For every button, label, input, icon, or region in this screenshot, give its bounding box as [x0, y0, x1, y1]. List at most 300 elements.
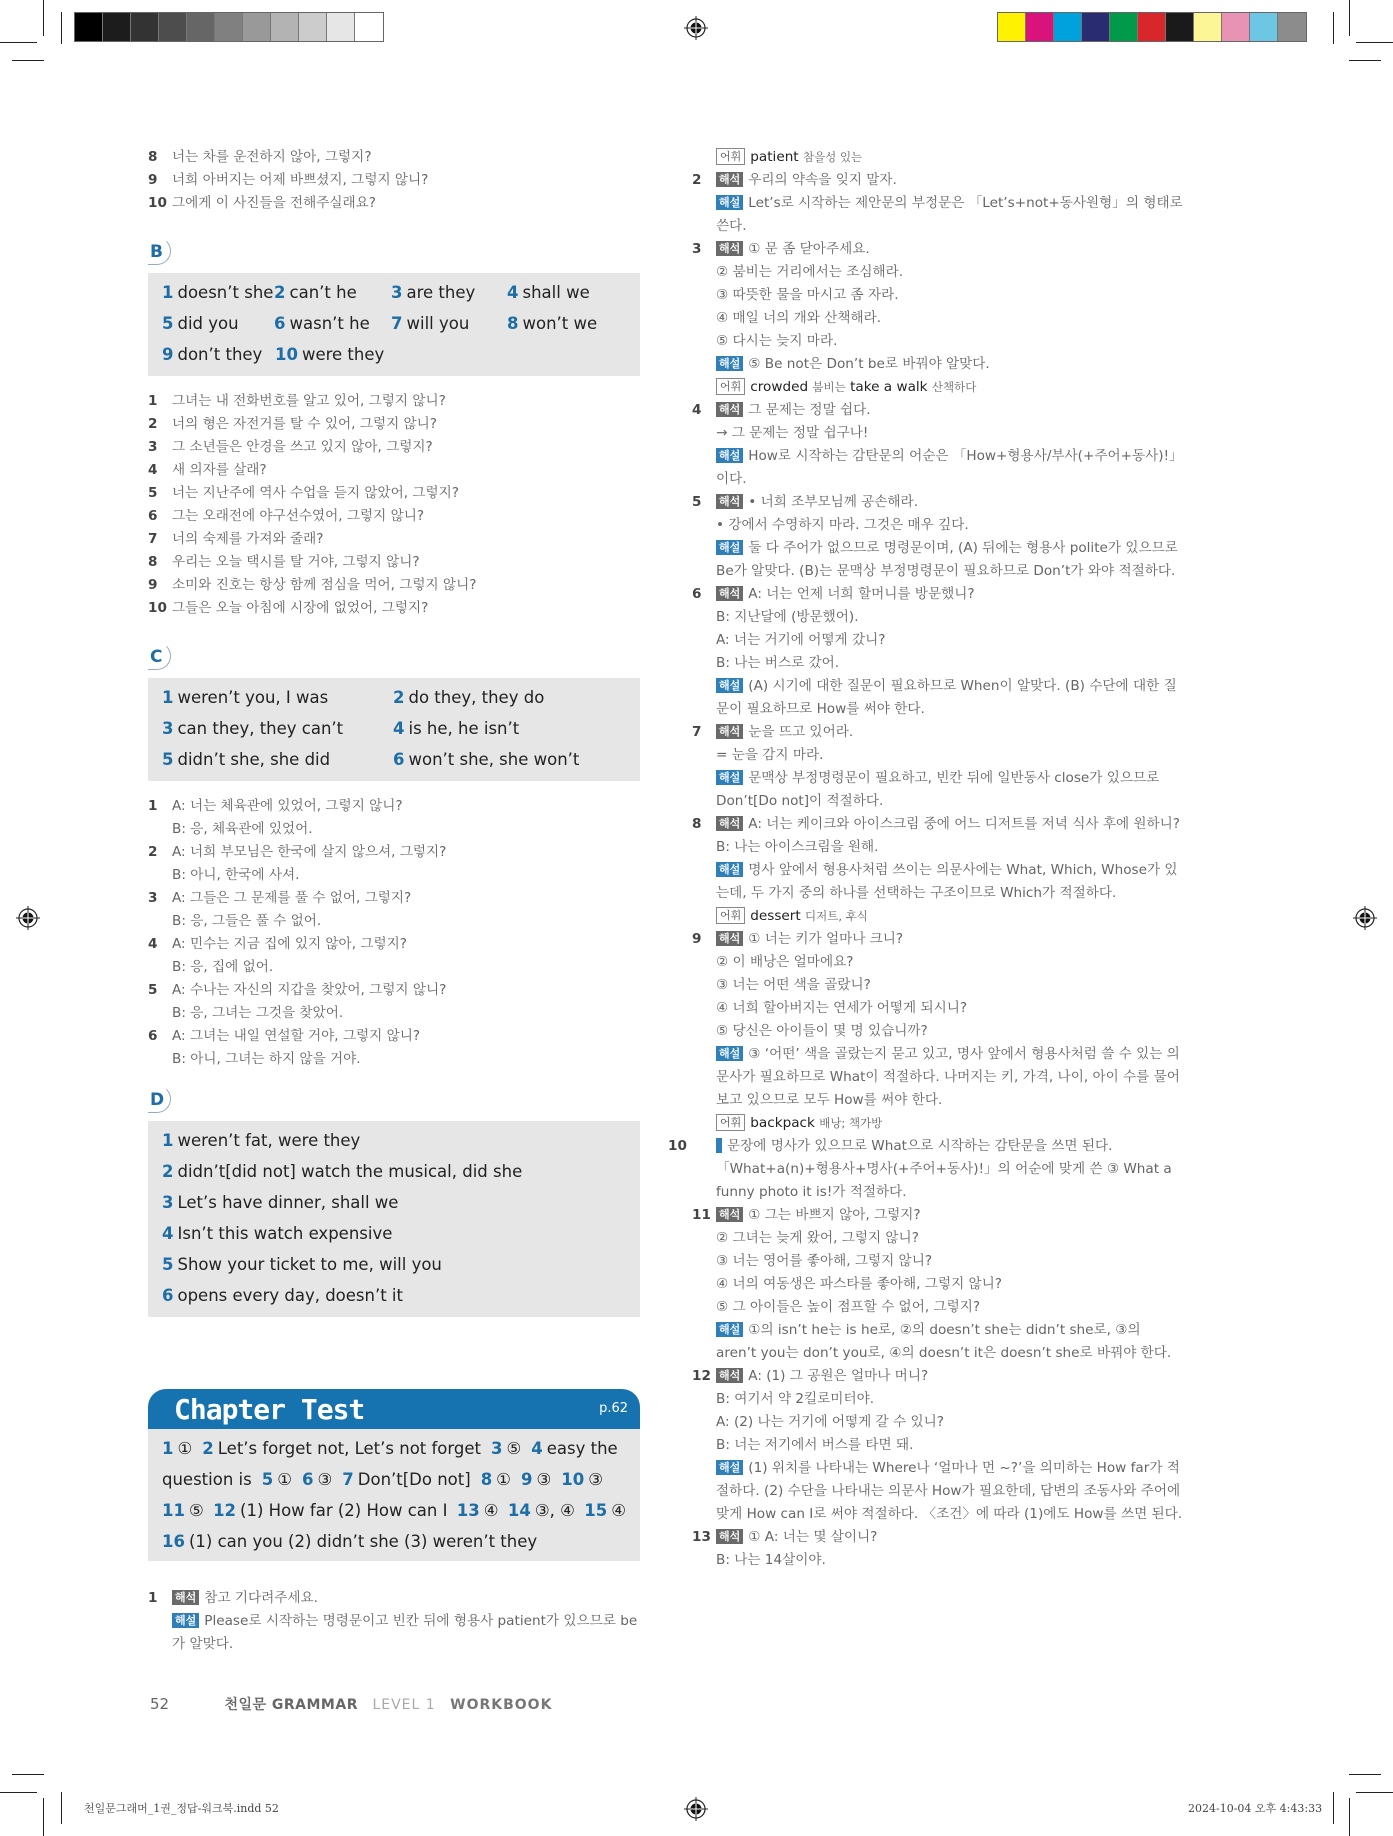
answer-number: 8 [507, 314, 519, 333]
answer-item [274, 283, 391, 302]
answer-item [162, 750, 393, 769]
answer-item [584, 1501, 626, 1520]
color-swatch [1222, 13, 1250, 41]
explanation-item [692, 1526, 1184, 1572]
answer-text: Don’t[Do not] [357, 1470, 471, 1489]
translation-line: ① 문 좀 닫아주세요. [748, 241, 870, 257]
answer-number: 1 [162, 1131, 174, 1150]
color-swatch [1082, 13, 1110, 41]
answer-item [213, 1501, 447, 1520]
list-item [148, 436, 640, 459]
explanation-text: How로 시작하는 감탄문의 어순은 「How+형용사/부사(+주어+동사)!」이다. [716, 448, 1183, 487]
item-number: 10 [668, 1138, 687, 1154]
answer-row [162, 1526, 626, 1557]
section-d-heading: D [148, 1085, 640, 1115]
translation-line: ⑤ 다시는 늦지 마라. [716, 333, 838, 349]
answer-number: 5 [162, 750, 174, 769]
translation-line: 우리의 약속을 잊지 말자. [748, 172, 897, 188]
answer-number: 14 [507, 1501, 531, 1520]
dialogue-line-a: A: 민수는 지금 집에 있지 않아, 그렇지? [172, 936, 407, 952]
answer-text: wasn’t he [289, 314, 370, 333]
explanation-label: 해설 [716, 770, 743, 785]
list-item [148, 574, 640, 597]
translation-line: A: 너는 케이크와 아이스크림 중에 어느 디저트를 저녁 식사 후에 원하니? [748, 816, 1181, 832]
explanation-text: 명사 앞에서 형용사처럼 쓰이는 의문사에는 What, Which, Whose가 있는데, 두 가지 중의 하나를 선택하는 구조이므로 Which가 적절하다. [716, 862, 1178, 901]
explanation-text: Let’s로 시작하는 제안문의 부정문은 「Let’s+not+동사원형」의 형태로 쓴다. [716, 195, 1183, 234]
explanation-item [692, 928, 1184, 1135]
item-text: 그에게 이 사진들을 전해주실래요? [172, 195, 377, 211]
answer-text: are they [406, 283, 476, 302]
explanation-label: 해설 [716, 195, 743, 210]
answer-number: 1 [162, 1439, 174, 1458]
translation-line: ② 이 배낭은 얼마에요? [716, 954, 854, 970]
list-item [148, 459, 640, 482]
crop-mark [1333, 12, 1334, 44]
answer-number: 1 [162, 283, 174, 302]
item-number: 10 [148, 195, 167, 211]
color-swatch [215, 13, 243, 41]
answer-number: 6 [274, 314, 286, 333]
dialogue-line-b: B: 응, 그들은 풀 수 없어. [172, 913, 322, 929]
answer-number: 5 [162, 314, 174, 333]
answer-text: doesn’t she [177, 283, 274, 302]
answer-text: ③, ④ [534, 1501, 575, 1520]
translation-line: ④ 너의 여동생은 파스타를 좋아해, 그렇지 않니? [716, 1276, 1003, 1292]
answer-row [162, 713, 626, 744]
crop-mark [1349, 1798, 1350, 1836]
color-swatch [1250, 13, 1278, 41]
explanation-text: ①의 isn’t he는 is he로, ②의 doesn’t she는 didn’t she로, ③의 aren’t you는 don’t you로, ④의 doesn’t it은 doesn’t she로 바꿔야 한다. [716, 1322, 1172, 1361]
item-number: 6 [148, 508, 158, 524]
answer-row [162, 682, 626, 713]
section-c-translations [148, 795, 640, 1071]
list-item [148, 597, 640, 620]
color-swatch [355, 13, 383, 41]
item-number: 3 [148, 439, 158, 455]
explanation-item [668, 1135, 1184, 1204]
explanation-text: 문맥상 부정명령문이 필요하고, 빈칸 뒤에 일반동사 close가 있으므로 Don’t[Do not]이 적절하다. [716, 770, 1160, 809]
answer-number: 4 [162, 1224, 174, 1243]
answer-number: 16 [162, 1532, 185, 1551]
vocab-label: 어휘 [716, 148, 745, 165]
explanation-label: 해설 [716, 862, 743, 877]
answer-text: ③ [317, 1470, 333, 1489]
translation-label: 해석 [716, 1529, 743, 1544]
answer-item [162, 1470, 252, 1489]
answer-item [507, 314, 626, 333]
answer-text: weren’t fat, were they [177, 1131, 361, 1150]
item-number: 8 [148, 554, 158, 570]
color-swatch [1110, 13, 1138, 41]
translation-label: 해석 [716, 402, 743, 417]
item-text: 그녀는 내 전화번호를 알고 있어, 그렇지 않니? [172, 393, 446, 409]
answer-text: is he, he isn’t [408, 719, 520, 738]
item-number: 3 [692, 241, 702, 257]
item-number: 1 [148, 798, 158, 814]
explanation-label: 해설 [716, 1460, 743, 1475]
translation-label: 해석 [716, 241, 743, 256]
answer-text: (1) How far (2) How can I [240, 1501, 448, 1520]
translation-line: A: 너는 언제 너희 할머니를 방문했니? [748, 586, 975, 602]
chapter-test-header [148, 1389, 640, 1429]
crop-mark [1333, 1792, 1334, 1824]
answer-item [162, 1131, 360, 1150]
dialogue-item [148, 818, 640, 841]
answer-number: 3 [391, 283, 403, 302]
answer-text: opens every day, doesn’t it [177, 1286, 403, 1305]
answer-item [162, 1224, 392, 1243]
translation-line: ⑤ 당신은 아이들이 몇 명 있습니까? [716, 1023, 928, 1039]
answer-number: 8 [480, 1470, 493, 1489]
vocab-term: crowded [750, 379, 809, 395]
translation-line: ③ 너는 영어를 좋아해, 그렇지 않니? [716, 1253, 933, 1269]
translation-line: ① A: 너는 몇 살이니? [748, 1529, 878, 1545]
answer-item [507, 283, 626, 302]
list-item [148, 413, 640, 436]
answer-text: Let’s forget not, Let’s not forget [217, 1439, 481, 1458]
answer-row [162, 1280, 626, 1311]
color-swatch [159, 13, 187, 41]
translation-line: A: (2) 나는 거기에 어떻게 갈 수 있니? [716, 1414, 944, 1430]
color-swatch-strip [997, 12, 1307, 42]
dialogue-line-b: B: 응, 집에 없어. [172, 959, 274, 975]
answer-number: 4 [531, 1439, 543, 1458]
translation-line: B: 나는 14살이야. [716, 1552, 826, 1568]
answer-row [162, 1125, 626, 1156]
translation-label: 해석 [172, 1590, 199, 1605]
vocab-label: 어휘 [716, 907, 745, 924]
dialogue-line-a: A: 너는 체육관에 있었어, 그렇지 않니? [172, 798, 403, 814]
answer-text: ① [496, 1470, 511, 1489]
answer-row [162, 1218, 626, 1249]
answer-number: 3 [162, 719, 174, 738]
answer-text: Isn’t this watch expensive [177, 1224, 393, 1243]
item-text: 너는 지난주에 역사 수업을 듣지 않았어, 그렇지? [172, 485, 459, 501]
answer-item [342, 1470, 470, 1489]
dialogue-line-b: B: 응, 체육관에 있었어. [172, 821, 313, 837]
answer-number: 6 [393, 750, 405, 769]
item-text: 너는 차를 운전하지 않아, 그렇지? [172, 149, 372, 165]
translation-line: = 눈을 감지 마라. [716, 747, 824, 763]
answer-text: ⑤ [188, 1501, 204, 1520]
answer-number: 3 [491, 1439, 503, 1458]
right-column: 어휘 patient 참을성 있는 2 해석 우리의 약속을 잊지 말자. 해설 Let’s로 시작하는 제안문의 부정문은 「Let’s+not+동사원형」의 형태로 쓴다. 3 해석 ① 문 좀 닫아주세요. ② 붐비는 거리에서는 조심해라. ③ 따뜻한 물을 마시고 좀 자라. ④ 매일 너의 개와 산책해라. ⑤ 다시는 늦지 마라. 해설 ⑤ Be not은 Don’t be로 바꿔야 알맞다. 어휘 crowded 붐비는 take a walk 산책하다 4 해석 그 문제는 정말 쉽다. → 그 문제는 정말 쉽구나! 해설 How로 시작하는 감탄문의 어순은 「How+형용사/부사(+주어+동사)!」이다. 5 해석 • 너희 조부모님께 공손해라. • 강에서 수영하지 마라. 그것은 매우 깊다. 해설 둘 다 주어가 없으므로 명령문이며, (A) 뒤에는 형용사 polite가 있으므로 Be가 알맞다. (B)는 문맥상 부정명령문이 필요하므로 Don’t가 와야 적절하다. 6 해석 A: 너는 언제 너희 할머니를 방문했니? B: 지난달에 (방문했어). A: 너는 거기에 어떻게 갔니? B: 나는 버스로 갔어. 해설 (A) 시기에 대한 질문이 필요하므로 When이 알맞다. (B) 수단에 대한 질문이 필요하므로 How를 써야 한다. 7 해석 눈을 뜨고 있어라. = 눈을 감지 마라. 해설 문맥상 부정명령문이 필요하고, 빈칸 뒤에 일반동사 close가 있으므로 Don’t[Do not]이 적절하다. 8 해석 A: 너는 케이크와 아이스크림 중에 어느 디저트를 저녁 식사 후에 원하니? B: 나는 아이스크림을 원해. 해설 명사 앞에서 형용사처럼 쓰이는 의문사에는 What, Which, Whose가 있는데, 두 가지 중의 하나를 선택하는 구조이므로 Which가 적절하다. 어휘 dessert 디저트, 후식 9 해석 ① 너는 키가 얼마나 크니? ② 이 배낭은 얼마에요? ③ 너는 어떤 색을 골랐니? ④ 너희 할아버지는 연세가 어떻게 되시니? ⑤ 당신은 아이들이 몇 명 있습니까? 해설 ③ ‘어떤’ 색을 골랐는지 묻고 있고, 명사 앞에서 형용사처럼 쓸 수 있는 의문사가 필요하므로 What이 적절하다. 나머지는 키, 가격, 나이, 아이 수를 물어보고 있으므로 모두 How를 써야 한다. 어휘 backpack 배낭; 책가방 10 해설 문장에 명사가 있으므로 What으로 시작하는 감탄문을 쓰면 된다. 「What+a(n)+형용사+명사(+주어+동사)!」의 어순에 맞게 쓴 ③ What a funny photo it is!가 적절하다. 11 해석 ① 그는 바쁘지 않아, 그렇지? ② 그녀는 늦게 왔어, 그렇지 않니? ③ 너는 영어를 좋아해, 그렇지 않니? ④ 너의 여동생은 파스타를 좋아해, 그렇지 않니? ⑤ 그 아이들은 높이 점프할 수 없어, 그렇지? 해설 ①의 isn’t he는 is he로, ②의 doesn’t she는 didn’t she로, ③의 aren’t you는 don’t you로, ④의 doesn’t it은 doesn’t she로 바꿔야 한다. 12 해석 A: (1) 그 공원은 얼마나 머니? B: 여기서 약 2킬로미터야. A: (2) 나는 거기에 어떻게 갈 수 있니? B: 너는 저기에서 버스를 타면 돼. 해설 (1) 위치를 나타내는 Where나 ‘얼마나 먼 ~?’을 의미하는 How far가 적절하다. (2) 수단을 나타내는 의문사 How가 필요한데, 답변의 조동사와 주어에 맞게 How can I로 써야 적절하다. 〈조건〉에 따라 (1)에도 How를 쓰면 된다. 13 해석 ① A: 너는 몇 살이니? B: 나는 14살이야. [692, 146, 1184, 1572]
crop-mark [61, 12, 62, 44]
item-number: 9 [692, 931, 702, 947]
item-number: 1 [148, 393, 158, 409]
color-swatch [271, 13, 299, 41]
explanation-label: 해설 [716, 356, 743, 371]
explanation-label: 해설 [716, 1138, 722, 1153]
answer-text: ① [177, 1439, 193, 1458]
crop-mark [1356, 1792, 1393, 1793]
dialogue-line-a: A: 그들은 그 문제를 풀 수 없어, 그렇지? [172, 890, 412, 906]
book-type: WORKBOOK [450, 1697, 553, 1713]
explanation-text: (A) 시기에 대한 질문이 필요하므로 When이 알맞다. (B) 수단에 대한 질문이 필요하므로 How를 써야 한다. [716, 678, 1177, 717]
answer-number: 2 [202, 1439, 214, 1458]
answer-row [162, 1464, 626, 1495]
answer-row [162, 1433, 626, 1464]
list-item [148, 482, 640, 505]
answer-text: didn’t she, she did [177, 750, 331, 769]
translation-line: ③ 너는 어떤 색을 골랐니? [716, 977, 871, 993]
book-brand: 천일문 GRAMMAR [224, 1697, 358, 1713]
crop-mark [12, 60, 44, 61]
chapter-test-panel [148, 1389, 640, 1561]
answer-item [393, 719, 623, 738]
answer-text: Show your ticket to me, will you [177, 1255, 442, 1274]
answer-number: 4 [507, 283, 519, 302]
answer-text: ① [277, 1470, 292, 1489]
answer-item [202, 1439, 481, 1458]
item-number: 4 [692, 402, 702, 418]
item-number: 12 [692, 1368, 711, 1384]
translation-line: → 그 문제는 정말 쉽구나! [716, 425, 869, 441]
translation-label: 해석 [716, 586, 743, 601]
crop-mark [61, 1792, 62, 1824]
answer-row [162, 1495, 626, 1526]
dialogue-item [148, 910, 640, 933]
item-number: 13 [692, 1529, 711, 1545]
answer-item [391, 314, 507, 333]
answer-item [162, 1532, 537, 1551]
dialogue-item [148, 1002, 640, 1025]
answer-item [302, 1470, 332, 1489]
explanation-item [692, 1365, 1184, 1526]
translation-line: ③ 따뜻한 물을 마시고 좀 자라. [716, 287, 899, 303]
answer-text: Let’s have dinner, shall we [177, 1193, 399, 1212]
crop-mark [1356, 42, 1393, 43]
translation-line: ① 그는 바쁘지 않아, 그렇지? [748, 1207, 921, 1223]
page-footer [150, 1694, 552, 1714]
answer-item [162, 345, 275, 364]
section-c-answer-box [148, 678, 640, 781]
answer-item [561, 1470, 603, 1489]
section-b-answer-box [148, 273, 640, 376]
color-swatch [998, 13, 1026, 41]
dialogue-item [148, 795, 640, 818]
answer-number: 6 [162, 1286, 174, 1305]
answer-text: (1) can you (2) didn’t she (3) weren’t they [188, 1532, 538, 1551]
explanation-label: 해설 [716, 1046, 743, 1061]
answer-row [162, 1187, 626, 1218]
item-number: 4 [148, 462, 158, 478]
color-swatch [299, 13, 327, 41]
answer-text: ④ [611, 1501, 626, 1520]
translation-line: B: 여기서 약 2킬로미터야. [716, 1391, 875, 1407]
item-number: 2 [692, 172, 702, 188]
list-item [148, 146, 640, 169]
answer-item [393, 750, 623, 769]
answer-item [531, 1439, 617, 1458]
item-number: 3 [148, 890, 158, 906]
answer-text: won’t we [522, 314, 598, 333]
item-number: 2 [148, 416, 158, 432]
vocab-meaning: 배낭; 책가방 [819, 1116, 883, 1130]
answer-number: 5 [162, 1255, 174, 1274]
dialogue-line-a: A: 수나는 자신의 지갑을 찾았어, 그렇지 않니? [172, 982, 447, 998]
explanation-item [692, 238, 1184, 399]
answer-item [393, 688, 623, 707]
answer-number: 13 [456, 1501, 480, 1520]
explanation-text: 문장에 명사가 있으므로 What으로 시작하는 감탄문을 쓰면 된다. 「What+a(n)+형용사+명사(+주어+동사)!」의 어순에 맞게 쓴 ③ What a funny photo it is!가 적절하다. [716, 1138, 1172, 1200]
answer-item [521, 1470, 551, 1489]
answer-item [162, 283, 274, 302]
answer-item [508, 1501, 575, 1520]
item-number: 5 [148, 485, 158, 501]
answer-number: 7 [342, 1470, 354, 1489]
answer-number: 2 [393, 688, 405, 707]
item-text: 소미와 진호는 항상 함께 점심을 먹어, 그렇지 않니? [172, 577, 477, 593]
list-item [148, 551, 640, 574]
translation-line: A: 너는 거기에 어떻게 갔니? [716, 632, 886, 648]
item-text: 그는 오래전에 야구선수였어, 그렇지 않니? [172, 508, 425, 524]
item-text: 그 소년들은 안경을 쓰고 있지 않아, 그렇지? [172, 439, 433, 455]
list-item [148, 169, 640, 192]
translation-line: B: 나는 아이스크림을 원해. [716, 839, 879, 855]
color-swatch [131, 13, 159, 41]
answer-item [162, 314, 274, 333]
answer-item [162, 719, 393, 738]
dialogue-item [148, 933, 640, 956]
translation-line: • 너희 조부모님께 공손해라. [748, 494, 919, 510]
dialogue-line-a: A: 그녀는 내일 연설할 거야, 그렇지 않니? [172, 1028, 421, 1044]
vocab-meaning: 붐비는 [812, 380, 846, 394]
registration-mark-icon [1353, 906, 1377, 930]
answer-number: 1 [162, 688, 174, 707]
chapter-test-q1: 1 해석 참고 기다려주세요. 해설 Please로 시작하는 명령문이고 빈칸 뒤에 형용사 patient가 있으므로 be가 알맞다. [148, 1590, 638, 1652]
dialogue-line-b: B: 아니, 그녀는 하지 않을 거야. [172, 1051, 361, 1067]
item-number: 9 [148, 577, 158, 593]
answer-text: question is [162, 1470, 252, 1489]
list-item [148, 192, 640, 215]
section-b-heading: B [148, 237, 640, 267]
answer-row [162, 277, 626, 308]
explanation-label: 해설 [716, 678, 743, 693]
explanation-item [692, 1204, 1184, 1365]
translation-label: 해석 [716, 931, 743, 946]
answer-text: didn’t[did not] watch the musical, did she [177, 1162, 523, 1181]
answer-number: 7 [391, 314, 403, 333]
vocab-meaning: 산책하다 [931, 380, 977, 394]
translation-label: 해석 [716, 724, 743, 739]
registration-mark-icon [16, 906, 40, 930]
left-column [148, 146, 640, 1656]
chapter-test-page-ref: p.62 [599, 1401, 628, 1416]
answer-item [481, 1470, 511, 1489]
item-text: 너의 형은 자전거를 탈 수 있어, 그렇지 않니? [172, 416, 438, 432]
translation-line: B: 지난달에 (방문했어). [716, 609, 859, 625]
chapter-test-answers [148, 1429, 640, 1561]
translation-line: B: 너는 저기에서 버스를 타면 돼. [716, 1437, 914, 1453]
explanation-item [692, 721, 1184, 813]
answer-text: will you [406, 314, 470, 333]
answer-number: 15 [584, 1501, 608, 1520]
answer-row [162, 1156, 626, 1187]
answer-number: 10 [561, 1470, 585, 1489]
translation-line: ② 그녀는 늦게 왔어, 그렇지 않니? [716, 1230, 919, 1246]
crop-mark [43, 0, 44, 36]
item-number: 7 [692, 724, 702, 740]
item-number: 11 [692, 1207, 711, 1223]
translation-line: • 강에서 수영하지 마라. 그것은 매우 깊다. [716, 517, 969, 533]
answer-item [162, 1501, 204, 1520]
answer-row [162, 308, 626, 339]
translation-line: ② 붐비는 거리에서는 조심해라. [716, 264, 904, 280]
dialogue-item [148, 887, 640, 910]
dialogue-item [148, 956, 640, 979]
item-number: 6 [692, 586, 702, 602]
answer-item [162, 1439, 192, 1458]
section-a-tail [148, 146, 640, 215]
page-number: 52 [150, 1695, 170, 1713]
translation-line: A: (1) 그 공원은 얼마나 머니? [748, 1368, 929, 1384]
color-swatch [1026, 13, 1054, 41]
answer-number: 12 [213, 1501, 237, 1520]
answer-row [162, 339, 626, 370]
answer-number: 9 [520, 1470, 533, 1489]
translation-line: B: 나는 버스로 갔어. [716, 655, 840, 671]
translation-line: ① 너는 키가 얼마나 크니? [748, 931, 904, 947]
answer-number: 2 [162, 1162, 174, 1181]
item-number: 6 [148, 1028, 158, 1044]
answer-item [162, 1162, 522, 1181]
explanation-label: 해설 [716, 448, 743, 463]
vocab-label: 어휘 [716, 1114, 745, 1131]
registration-mark-icon [684, 1797, 708, 1821]
answer-number: 3 [162, 1193, 174, 1212]
item-number: 5 [148, 982, 158, 998]
answer-text: shall we [522, 283, 590, 302]
slug-timestamp: 2024-10-04 오후 4:43:33 [1188, 1802, 1323, 1815]
explanation-label: 해설 [716, 540, 743, 555]
color-swatch [243, 13, 271, 41]
list-item [148, 528, 640, 551]
answer-text: ③ [536, 1470, 552, 1489]
crop-mark [0, 42, 37, 43]
answer-item [162, 688, 393, 707]
dialogue-line-b: B: 응, 그녀는 그것을 찾았어. [172, 1005, 344, 1021]
answer-text: ⑤ [506, 1439, 522, 1458]
color-swatch [1054, 13, 1082, 41]
answer-item [162, 1286, 403, 1305]
vocab-term: dessert [750, 908, 801, 924]
answer-text: weren’t you, I was [177, 688, 329, 707]
explanation-text: 둘 다 주어가 없으므로 명령문이며, (A) 뒤에는 형용사 polite가 있으므로 Be가 알맞다. (B)는 문맥상 부정명령문이 필요하므로 Don’t가 와야 적절하다. [716, 540, 1178, 579]
list-item [148, 505, 640, 528]
answer-text: did you [177, 314, 239, 333]
answer-row [162, 744, 626, 775]
item-number: 8 [692, 816, 702, 832]
dialogue-item [148, 841, 640, 864]
crop-mark [1349, 1774, 1381, 1775]
item-text: 그들은 오늘 아침에 시장에 없었어, 그렇지? [172, 600, 429, 616]
answer-item [274, 314, 391, 333]
item-text: 너희 아버지는 어제 바쁘셨지, 그렇지 않니? [172, 172, 429, 188]
explanation-item [692, 583, 1184, 721]
color-swatch [1194, 13, 1222, 41]
answer-text: ③ [588, 1470, 604, 1489]
translation-line: 그 문제는 정말 쉽다. [748, 402, 871, 418]
answer-text: won’t she, she won’t [408, 750, 580, 769]
color-swatch [103, 13, 131, 41]
color-swatch [187, 13, 215, 41]
item-number: 5 [692, 494, 702, 510]
vocab-term: backpack [750, 1115, 815, 1131]
answer-text: can’t he [289, 283, 357, 302]
explanation-item [692, 399, 1184, 491]
dialogue-item [148, 864, 640, 887]
